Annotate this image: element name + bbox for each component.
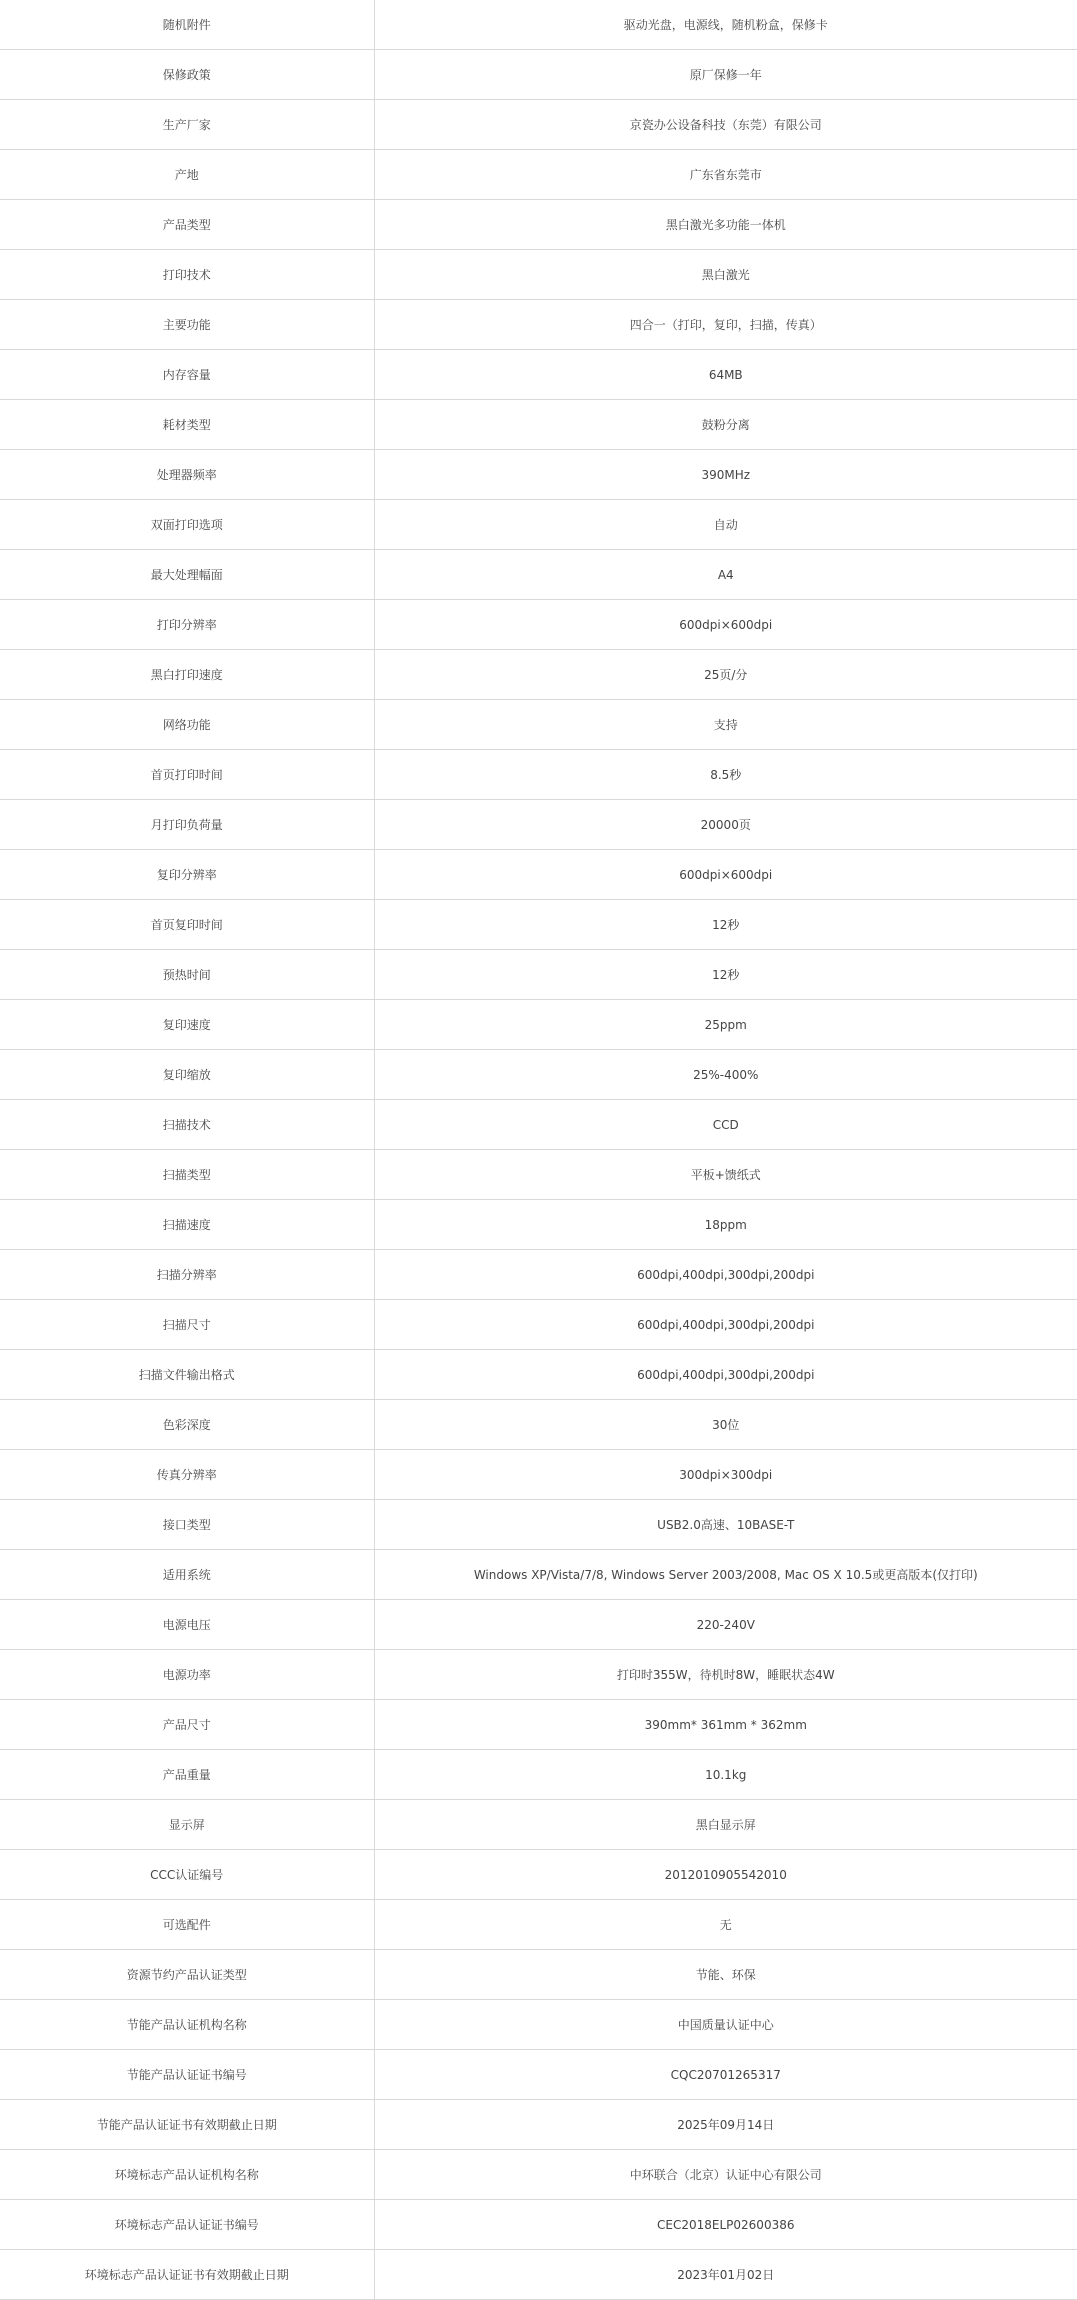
table-row [0, 350, 1077, 400]
spec-value-cell: A4 [374, 550, 1077, 600]
table-row [0, 1500, 1077, 1550]
table-row [0, 100, 1077, 150]
table-row [0, 1600, 1077, 1650]
spec-label-cell: 打印技术 [0, 250, 374, 300]
spec-value-cell: 300dpi×300dpi [374, 1450, 1077, 1500]
spec-value-cell: 2025年09月14日 [374, 2100, 1077, 2150]
spec-value-cell: Windows XP/Vista/7/8, Windows Server 2003/2008, Mac OS X 10.5或更高版本(仅打印) [374, 1550, 1077, 1600]
spec-value-cell: 黑白激光多功能一体机 [374, 200, 1077, 250]
table-row [0, 2000, 1077, 2050]
table-row [0, 1200, 1077, 1250]
table-row [0, 1850, 1077, 1900]
spec-label-cell: 色彩深度 [0, 1400, 374, 1450]
spec-value-cell: 无 [374, 1900, 1077, 1950]
spec-value-cell: 广东省东莞市 [374, 150, 1077, 200]
spec-label-cell: 复印分辨率 [0, 850, 374, 900]
table-row [0, 900, 1077, 950]
spec-value-cell: 节能、环保 [374, 1950, 1077, 2000]
spec-label-cell: 主要功能 [0, 300, 374, 350]
spec-value-cell: 12秒 [374, 950, 1077, 1000]
table-row [0, 300, 1077, 350]
spec-label-cell: 传真分辨率 [0, 1450, 374, 1500]
spec-label-cell: 环境标志产品认证机构名称 [0, 2150, 374, 2200]
spec-value-cell: 2012010905542010 [374, 1850, 1077, 1900]
spec-label-cell: 最大处理幅面 [0, 550, 374, 600]
spec-value-cell: 600dpi×600dpi [374, 600, 1077, 650]
spec-label-cell: 电源电压 [0, 1600, 374, 1650]
spec-value-cell: 25%-400% [374, 1050, 1077, 1100]
spec-label-cell: 资源节约产品认证类型 [0, 1950, 374, 2000]
spec-label-cell: 产品类型 [0, 200, 374, 250]
table-row [0, 800, 1077, 850]
table-row [0, 200, 1077, 250]
spec-value-cell: CCD [374, 1100, 1077, 1150]
spec-value-cell: 平板+馈纸式 [374, 1150, 1077, 1200]
table-row [0, 1300, 1077, 1350]
spec-value-cell: 原厂保修一年 [374, 50, 1077, 100]
spec-value-cell: 12秒 [374, 900, 1077, 950]
spec-value-cell: 20000页 [374, 800, 1077, 850]
spec-value-cell: 中环联合（北京）认证中心有限公司 [374, 2150, 1077, 2200]
spec-value-cell: 支持 [374, 700, 1077, 750]
spec-value-cell: 600dpi,400dpi,300dpi,200dpi [374, 1300, 1077, 1350]
spec-label-cell: 产品尺寸 [0, 1700, 374, 1750]
spec-value-cell: 鼓粉分离 [374, 400, 1077, 450]
spec-value-cell: 黑白显示屏 [374, 1800, 1077, 1850]
spec-label-cell: 预热时间 [0, 950, 374, 1000]
spec-label-cell: 扫描速度 [0, 1200, 374, 1250]
spec-label-cell: 月打印负荷量 [0, 800, 374, 850]
table-row [0, 1400, 1077, 1450]
spec-label-cell: 随机附件 [0, 0, 374, 50]
spec-value-cell: 30位 [374, 1400, 1077, 1450]
table-row [0, 2200, 1077, 2250]
table-row [0, 250, 1077, 300]
table-row [0, 750, 1077, 800]
spec-label-cell: 双面打印选项 [0, 500, 374, 550]
spec-value-cell: CEC2018ELP02600386 [374, 2200, 1077, 2250]
spec-label-cell: 可选配件 [0, 1900, 374, 1950]
spec-label-cell: 节能产品认证机构名称 [0, 2000, 374, 2050]
spec-label-cell: CCC认证编号 [0, 1850, 374, 1900]
spec-value-cell: 黑白激光 [374, 250, 1077, 300]
spec-value-cell: CQC20701265317 [374, 2050, 1077, 2100]
spec-label-cell: 扫描类型 [0, 1150, 374, 1200]
spec-label-cell: 黑白打印速度 [0, 650, 374, 700]
spec-label-cell: 生产厂家 [0, 100, 374, 150]
table-row [0, 1250, 1077, 1300]
spec-label-cell: 复印速度 [0, 1000, 374, 1050]
table-row [0, 1800, 1077, 1850]
spec-value-cell: 2023年01月02日 [374, 2250, 1077, 2300]
spec-label-cell: 扫描分辨率 [0, 1250, 374, 1300]
spec-value-cell: 600dpi,400dpi,300dpi,200dpi [374, 1250, 1077, 1300]
spec-value-cell: 64MB [374, 350, 1077, 400]
table-row [0, 950, 1077, 1000]
spec-label-cell: 适用系统 [0, 1550, 374, 1600]
spec-label-cell: 环境标志产品认证证书有效期截止日期 [0, 2250, 374, 2300]
table-row [0, 2050, 1077, 2100]
spec-value-cell: 600dpi,400dpi,300dpi,200dpi [374, 1350, 1077, 1400]
spec-value-cell: 8.5秒 [374, 750, 1077, 800]
spec-value-cell: 25ppm [374, 1000, 1077, 1050]
table-row [0, 2150, 1077, 2200]
spec-label-cell: 首页打印时间 [0, 750, 374, 800]
spec-label-cell: 网络功能 [0, 700, 374, 750]
table-row [0, 600, 1077, 650]
table-row [0, 1350, 1077, 1400]
spec-label-cell: 产品重量 [0, 1750, 374, 1800]
spec-label-cell: 扫描技术 [0, 1100, 374, 1150]
spec-label-cell: 电源功率 [0, 1650, 374, 1700]
spec-label-cell: 耗材类型 [0, 400, 374, 450]
spec-value-cell: 390MHz [374, 450, 1077, 500]
spec-label-cell: 接口类型 [0, 1500, 374, 1550]
table-row [0, 1000, 1077, 1050]
table-row [0, 1150, 1077, 1200]
spec-label-cell: 复印缩放 [0, 1050, 374, 1100]
spec-label-cell: 处理器频率 [0, 450, 374, 500]
table-row [0, 1700, 1077, 1750]
table-row [0, 850, 1077, 900]
table-row [0, 450, 1077, 500]
spec-value-cell: 中国质量认证中心 [374, 2000, 1077, 2050]
spec-value-cell: 25页/分 [374, 650, 1077, 700]
spec-value-cell: 10.1kg [374, 1750, 1077, 1800]
table-row [0, 700, 1077, 750]
table-row [0, 1900, 1077, 1950]
spec-value-cell: 京瓷办公设备科技（东莞）有限公司 [374, 100, 1077, 150]
spec-label-cell: 产地 [0, 150, 374, 200]
spec-label-cell: 扫描文件输出格式 [0, 1350, 374, 1400]
spec-label-cell: 环境标志产品认证证书编号 [0, 2200, 374, 2250]
table-row [0, 150, 1077, 200]
spec-label-cell: 打印分辨率 [0, 600, 374, 650]
table-row [0, 1750, 1077, 1800]
table-row [0, 500, 1077, 550]
spec-value-cell: 驱动光盘，电源线，随机粉盒，保修卡 [374, 0, 1077, 50]
table-row [0, 50, 1077, 100]
spec-value-cell: 220-240V [374, 1600, 1077, 1650]
table-row [0, 1050, 1077, 1100]
table-row [0, 1550, 1077, 1600]
table-row [0, 650, 1077, 700]
spec-value-cell: 18ppm [374, 1200, 1077, 1250]
spec-value-cell: 打印时355W，待机时8W，睡眠状态4W [374, 1650, 1077, 1700]
spec-value-cell: 600dpi×600dpi [374, 850, 1077, 900]
spec-value-cell: USB2.0高速、10BASE-T [374, 1500, 1077, 1550]
spec-label-cell: 首页复印时间 [0, 900, 374, 950]
table-row [0, 550, 1077, 600]
spec-value-cell: 自动 [374, 500, 1077, 550]
spec-value-cell: 四合一（打印，复印，扫描，传真） [374, 300, 1077, 350]
table-row [0, 1100, 1077, 1150]
spec-label-cell: 节能产品认证证书编号 [0, 2050, 374, 2100]
table-row [0, 1450, 1077, 1500]
table-row [0, 1650, 1077, 1700]
table-row [0, 2100, 1077, 2150]
table-row [0, 400, 1077, 450]
spec-value-cell: 390mm* 361mm * 362mm [374, 1700, 1077, 1750]
table-row [0, 2250, 1077, 2300]
spec-label-cell: 显示屏 [0, 1800, 374, 1850]
table-row [0, 1950, 1077, 2000]
spec-label-cell: 扫描尺寸 [0, 1300, 374, 1350]
table-row [0, 0, 1077, 50]
spec-label-cell: 节能产品认证证书有效期截止日期 [0, 2100, 374, 2150]
spec-label-cell: 内存容量 [0, 350, 374, 400]
spec-label-cell: 保修政策 [0, 50, 374, 100]
